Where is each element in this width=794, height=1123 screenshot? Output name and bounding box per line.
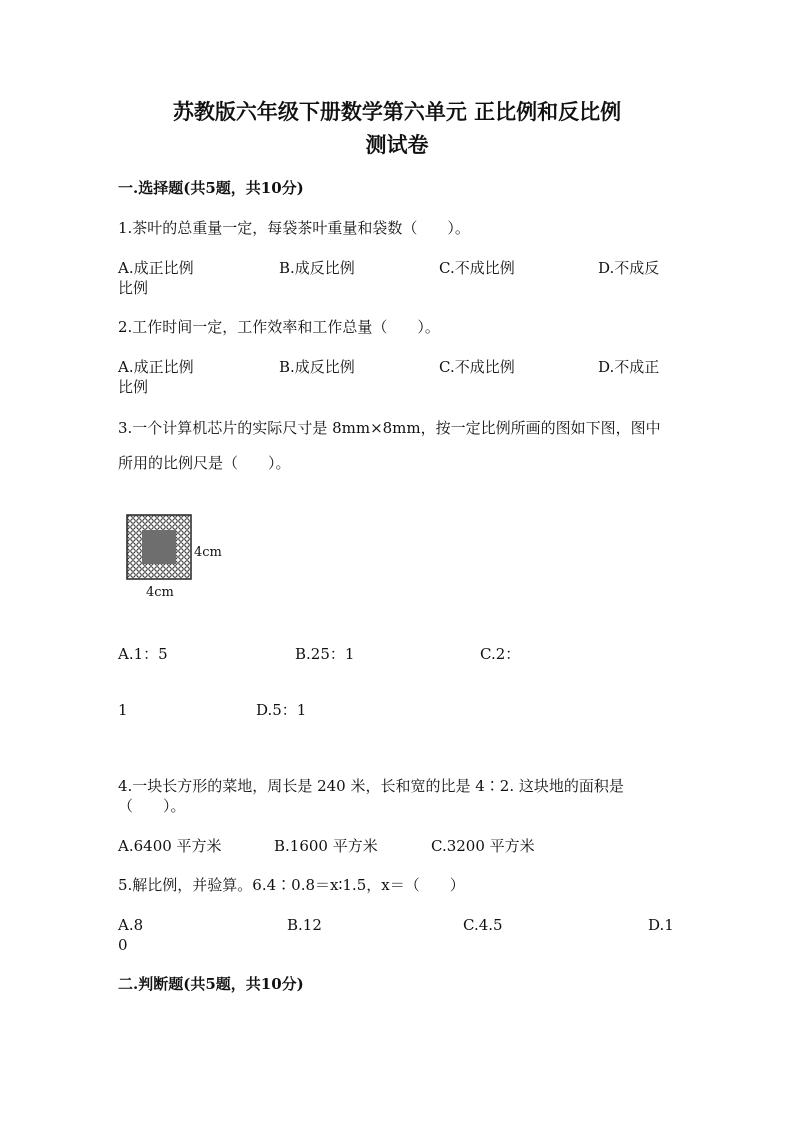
- question-2-option-a: A.成正比例: [118, 358, 194, 376]
- figure-label-bottom: 4cm: [146, 585, 174, 600]
- question-1-option-d-wrap: 比例: [118, 279, 149, 297]
- question-4-option-b: B.1600 平方米: [274, 837, 378, 855]
- question-5-option-b: B.12: [287, 916, 322, 934]
- question-1-option-d: D.不成反: [598, 259, 660, 277]
- question-1-option-a: A.成正比例: [118, 259, 194, 277]
- question-5-stem: 5.解比例，并验算。6.4∶0.8＝x∶1.5，x＝（ ）: [118, 876, 465, 894]
- question-2-option-d-wrap: 比例: [118, 378, 149, 396]
- page-title-line2: 测试卷: [365, 132, 429, 157]
- question-3-option-a: A.1：5: [118, 645, 168, 663]
- question-5-option-d-wrap: 0: [118, 936, 128, 954]
- question-1-option-b: B.成反比例: [279, 259, 355, 277]
- question-3-option-d: D.5：1: [256, 701, 307, 719]
- question-1-stem: 1.茶叶的总重量一定，每袋茶叶重量和袋数（ ）。: [118, 219, 470, 237]
- question-1-option-c: C.不成比例: [439, 259, 515, 277]
- question-2-option-c: C.不成比例: [439, 358, 515, 376]
- question-3-stem: 3.一个计算机芯片的实际尺寸是 8mm×8mm，按一定比例所画的图如下图，图中: [118, 419, 661, 437]
- question-2-option-b: B.成反比例: [279, 358, 355, 376]
- question-3-option-b: B.25：1: [295, 645, 355, 663]
- section-heading-choice: 一.选择题(共5题，共10分): [118, 179, 304, 197]
- question-2-stem: 2.工作时间一定，工作效率和工作总量（ ）。: [118, 318, 440, 336]
- question-4-option-c: C.3200 平方米: [431, 837, 535, 855]
- question-4-stem: 4.一块长方形的菜地，周长是 240 米，长和宽的比是 4∶2. 这块地的面积是: [118, 777, 624, 795]
- section-heading-judgment: 二.判断题(共5题，共10分): [118, 975, 304, 993]
- figure-label-right: 4cm: [194, 545, 222, 560]
- question-5-option-c: C.4.5: [463, 916, 503, 934]
- question-2-option-d: D.不成正: [598, 358, 660, 376]
- question-5-option-a: A.8: [118, 916, 144, 934]
- question-5-option-d: D.1: [648, 916, 674, 934]
- chip-core-square: [142, 530, 176, 564]
- chip-figure: [124, 512, 234, 602]
- question-4-option-a: A.6400 平方米: [118, 837, 222, 855]
- question-4-stem-cont: （ ）。: [118, 797, 186, 815]
- question-3-option-c-wrap: 1: [118, 701, 128, 719]
- question-3-option-c: C.2：: [480, 645, 521, 663]
- question-3-stem-cont: 所用的比例尺是（ ）。: [118, 454, 291, 472]
- page-title: 苏教版六年级下册数学第六单元 正比例和反比例: [172, 99, 622, 124]
